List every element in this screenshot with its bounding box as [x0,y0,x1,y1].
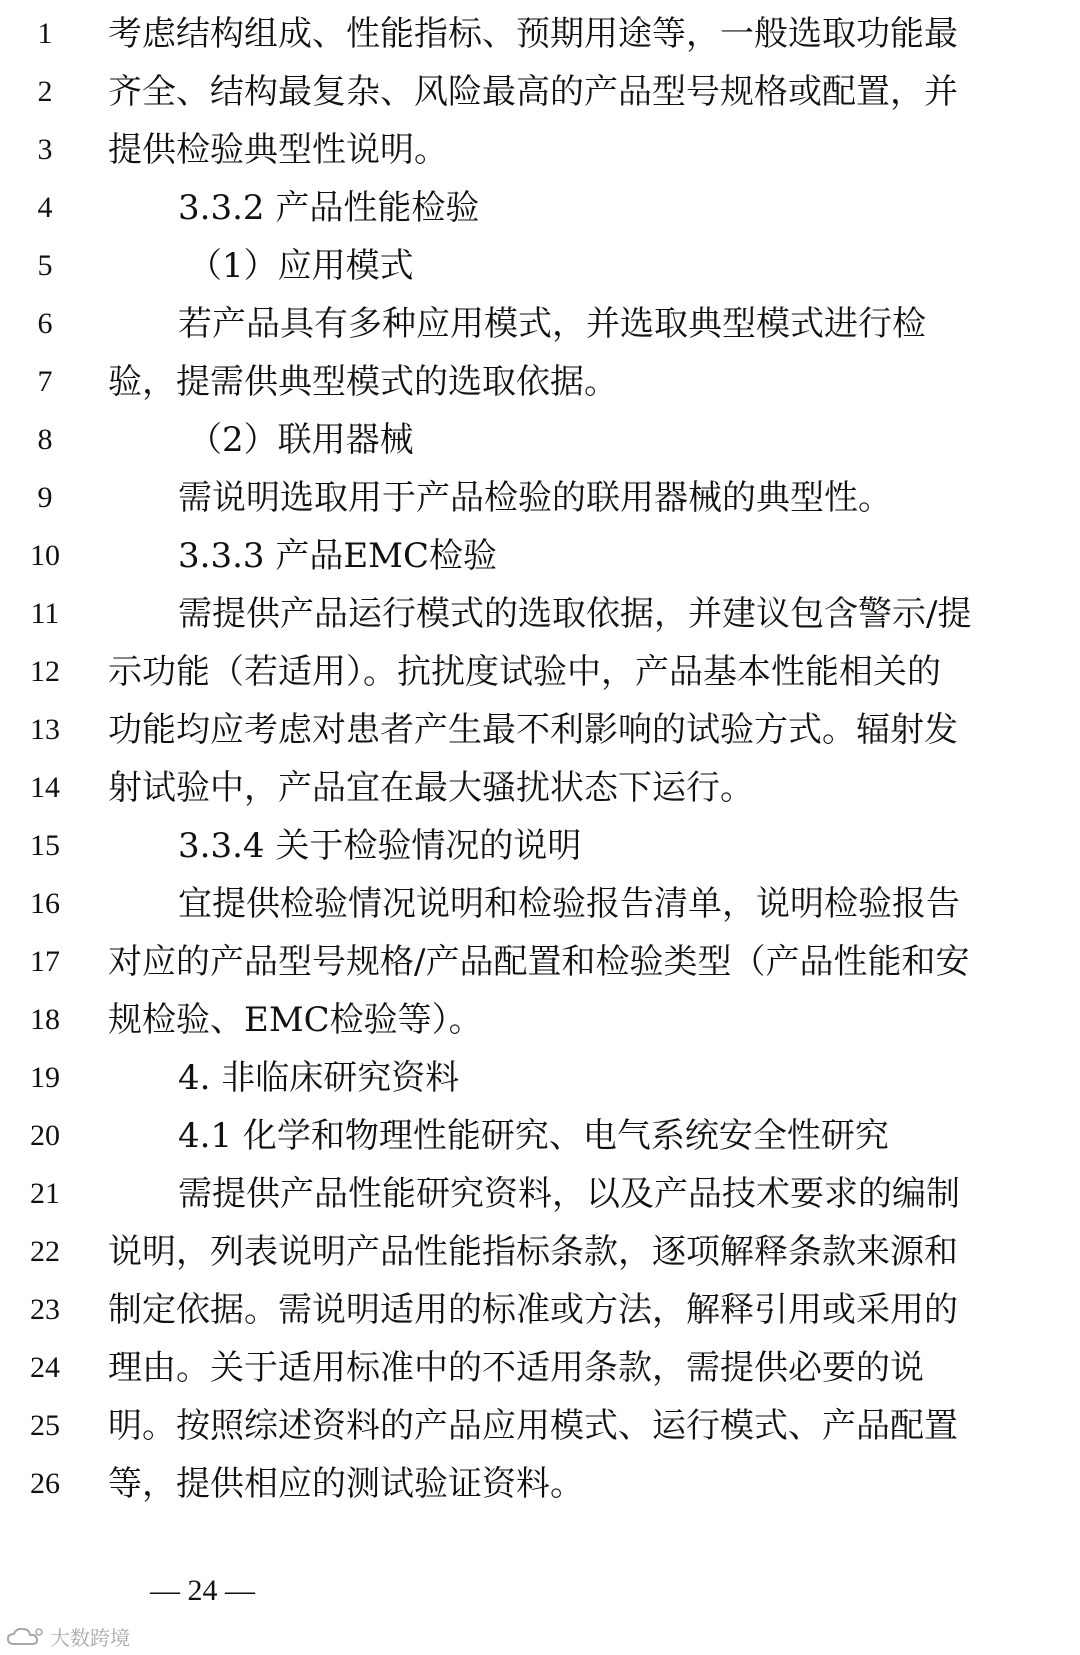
document-line [0,5,1080,63]
document-line [0,1281,1080,1339]
line-number: 24 [30,1351,60,1384]
line-number: 12 [30,655,60,688]
line-number: 21 [30,1177,60,1210]
line-text: （1）应用模式 [188,246,414,286]
line-number: 26 [30,1467,60,1500]
document-line [0,411,1080,469]
line-text: （2）联用器械 [188,420,414,460]
line-number: 6 [37,307,53,340]
document-line [0,759,1080,817]
line-number: 1 [37,17,53,50]
line-text: 4. 非临床研究资料 [178,1058,460,1098]
line-number: 17 [30,945,60,978]
document-line [0,933,1080,991]
document-line [0,1165,1080,1223]
line-text: 说明，列表说明产品性能指标条款，逐项解释条款来源和 [108,1232,958,1272]
line-text: 等，提供相应的测试验证资料。 [108,1464,584,1504]
line-text: 射试验中，产品宜在最大骚扰状态下运行。 [108,768,754,808]
document-line [0,121,1080,179]
watermark [6,1622,130,1651]
line-number: 18 [30,1003,60,1036]
document-line [0,237,1080,295]
line-text: 示功能（若适用）。抗扰度试验中，产品基本性能相关的 [108,652,941,692]
line-text: 提供检验典型性说明。 [108,130,448,170]
line-number: 23 [30,1293,60,1326]
line-number: 2 [37,75,53,108]
line-text: 4.1 化学和物理性能研究、电气系统安全性研究 [178,1116,889,1156]
document-line [0,991,1080,1049]
line-text: 需提供产品运行模式的选取依据，并建议包含警示/提 [178,594,972,634]
line-number: 20 [30,1119,60,1152]
document-line [0,1339,1080,1397]
line-number: 15 [30,829,60,862]
document-line [0,353,1080,411]
line-number: 16 [30,887,60,920]
line-number: 4 [37,191,53,224]
document-line [0,875,1080,933]
line-text: 齐全、结构最复杂、风险最高的产品型号规格或配置，并 [108,72,958,112]
document-line [0,179,1080,237]
document-line [0,295,1080,353]
document-line [0,63,1080,121]
line-number: 8 [37,423,53,456]
document-line [0,643,1080,701]
line-text: 3.3.4 关于检验情况的说明 [178,826,582,866]
line-number: 7 [37,365,53,398]
document-line [0,1397,1080,1455]
line-number: 9 [37,481,53,514]
line-text: 若产品具有多种应用模式，并选取典型模式进行检 [178,304,926,344]
line-text: 制定依据。需说明适用的标准或方法，解释引用或采用的 [108,1290,958,1330]
document-line [0,1223,1080,1281]
line-number: 19 [30,1061,60,1094]
line-number: 25 [30,1409,60,1442]
document-line [0,1455,1080,1513]
line-text: 考虑结构组成、性能指标、预期用途等，一般选取功能最 [108,14,958,54]
line-text: 验，提需供典型模式的选取依据。 [108,362,618,402]
document-line [0,585,1080,643]
cloud-logo-icon [6,1626,44,1648]
line-number: 11 [30,597,60,630]
numbered-lines [0,5,1080,1513]
document-line [0,817,1080,875]
page-number: — 24 — [150,1574,255,1607]
line-text: 理由。关于适用标准中的不适用条款，需提供必要的说 [108,1348,924,1388]
document-line [0,1107,1080,1165]
line-number: 14 [30,771,60,804]
line-number: 13 [30,713,60,746]
line-text: 宜提供检验情况说明和检验报告清单，说明检验报告 [178,884,960,924]
line-text: 明。按照综述资料的产品应用模式、运行模式、产品配置 [108,1406,958,1446]
line-number: 5 [37,249,53,282]
line-number: 22 [30,1235,60,1268]
line-text: 对应的产品型号规格/产品配置和检验类型（产品性能和安 [108,942,970,982]
watermark-text: 大数跨境 [50,1626,130,1650]
line-text: 需提供产品性能研究资料，以及产品技术要求的编制 [178,1174,960,1214]
document-line [0,469,1080,527]
line-text: 规检验、EMC检验等）。 [108,1000,483,1040]
line-number: 3 [37,133,53,166]
document-line [0,701,1080,759]
line-text: 需说明选取用于产品检验的联用器械的典型性。 [178,478,892,518]
line-number: 10 [30,539,60,572]
line-text: 3.3.3 产品EMC检验 [178,536,497,576]
document-line [0,1049,1080,1107]
line-text: 功能均应考虑对患者产生最不利影响的试验方式。辐射发 [108,710,958,750]
line-text: 3.3.2 产品性能检验 [178,188,480,228]
document-line [0,527,1080,585]
